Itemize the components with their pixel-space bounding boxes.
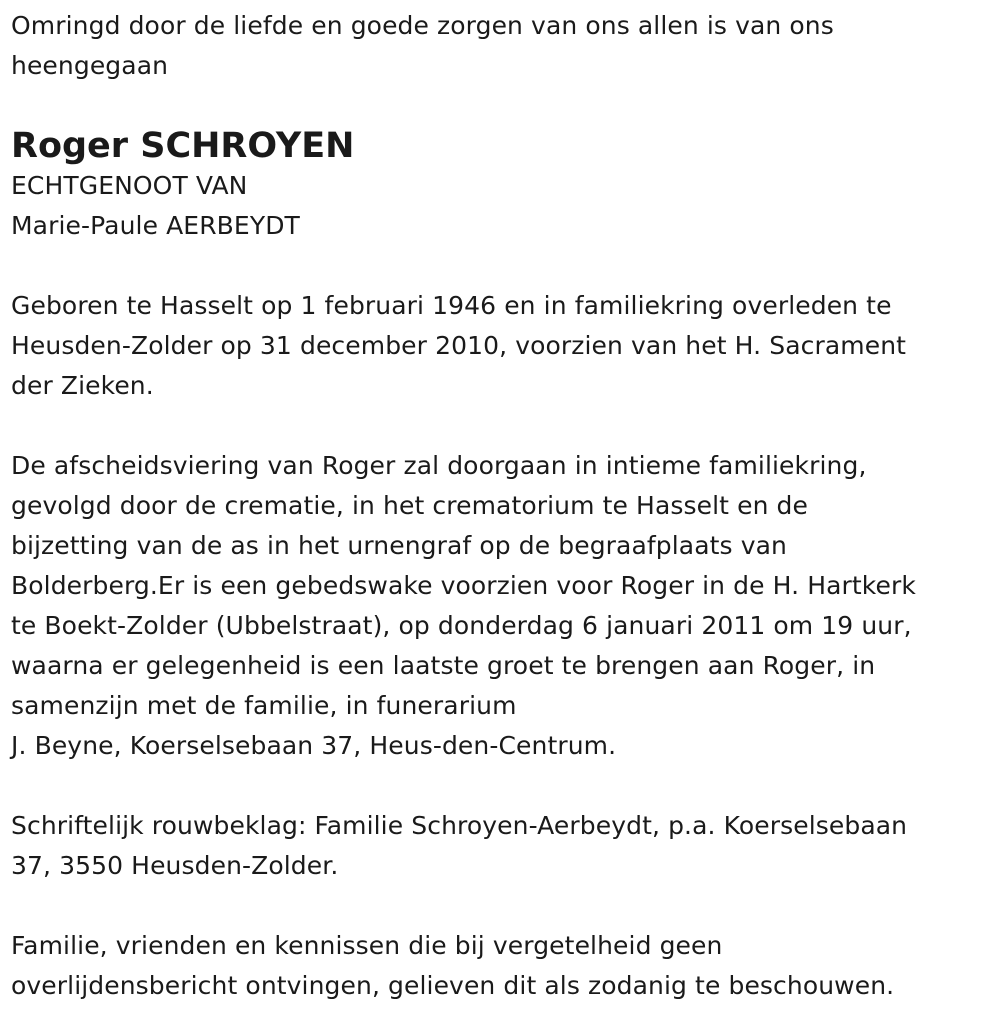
intro-line-2: heengegaan [11,51,169,80]
closing-line-2: overlijdensbericht ontvingen, gelieven dit als zodanig te beschouwen. [11,971,895,1000]
ceremony-line-1: De afscheidsviering van Roger zal doorgaan in intieme familiekring, [11,451,867,480]
deceased-name: Roger SCHROYEN [11,126,355,166]
relation-label: ECHTGENOOT VAN [11,171,248,200]
birth-death-line-3: der Zieken. [11,371,154,400]
ceremony-line-3: bijzetting van de as in het urnengraf op de begraafplaats van [11,531,787,560]
closing-paragraph [11,926,991,1006]
birth-death-line-1: Geboren te Hasselt op 1 februari 1946 en in familiekring overleden te [11,291,892,320]
ceremony-line-2: gevolgd door de crematie, in het crematorium te Hasselt en de [11,491,809,520]
spouse-block [11,166,991,246]
condolences-line-2: 37, 3550 Heusden-Zolder. [11,851,339,880]
intro-line-1: Omringd door de liefde en goede zorgen van ons allen is van ons [11,11,834,40]
intro-paragraph [11,6,991,86]
ceremony-line-7: samenzijn met de familie, in funerarium [11,691,517,720]
birth-death-paragraph [11,286,991,406]
ceremony-line-6: waarna er gelegenheid is een laatste groet te brengen aan Roger, in [11,651,876,680]
birth-death-line-2: Heusden-Zolder op 31 december 2010, voorzien van het H. Sacrament [11,331,907,360]
ceremony-line-5: te Boekt-Zolder (Ubbelstraat), op donderdag 6 januari 2011 om 19 uur, [11,611,912,640]
ceremony-line-8: J. Beyne, Koerselsebaan 37, Heus-den-Centrum. [11,731,617,760]
condolences-paragraph [11,806,991,886]
death-notice [11,6,991,1006]
ceremony-paragraph [11,446,991,766]
closing-line-1: Familie, vrienden en kennissen die bij vergetelheid geen [11,931,723,960]
condolences-line-1: Schriftelijk rouwbeklag: Familie Schroyen-Aerbeydt, p.a. Koerselsebaan [11,811,908,840]
spouse-name: Marie-Paule AERBEYDT [11,211,300,240]
ceremony-line-4: Bolderberg.Er is een gebedswake voorzien voor Roger in de H. Hartkerk [11,571,916,600]
